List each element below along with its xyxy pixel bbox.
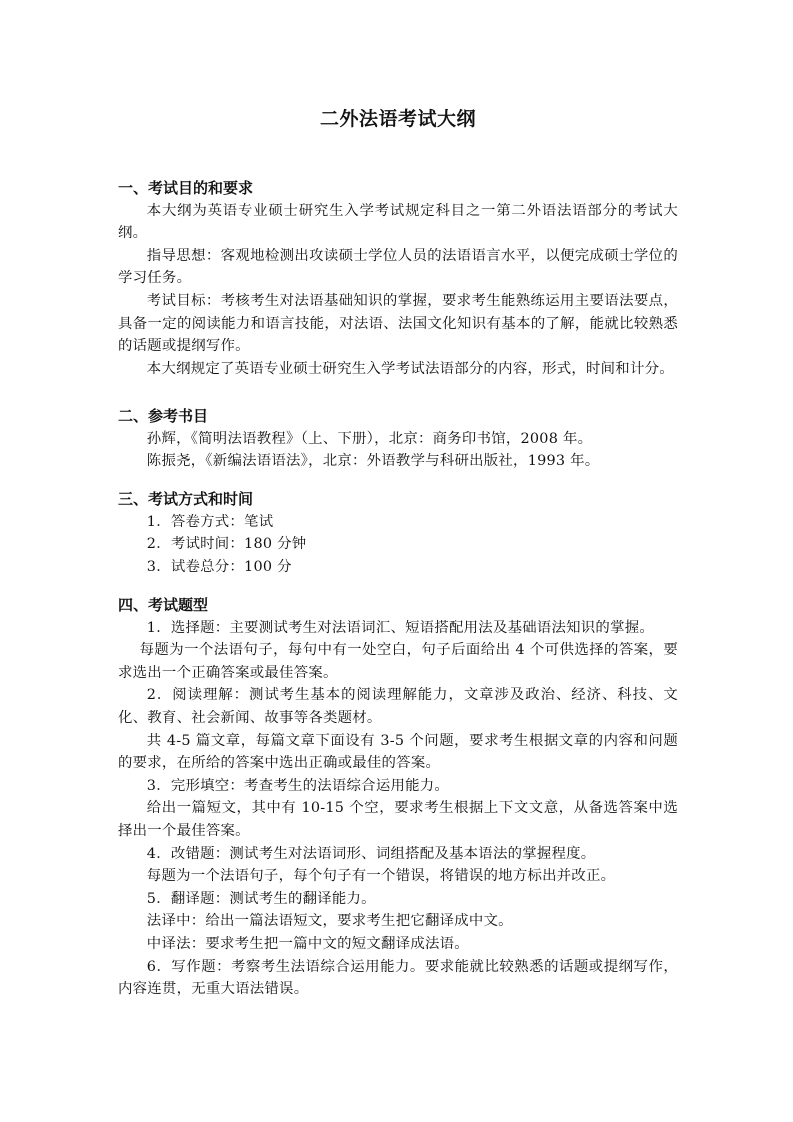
paragraph: 1．选择题：主要测试考生对法语词汇、短语搭配用法及基础语法知识的掌握。 [146,619,654,636]
section-reference-books [118,405,678,473]
section-question-types [118,594,678,1001]
paragraph: 中译法：要求考生把一篇中文的短文翻译成法语。 [146,935,469,952]
paragraph: 2．阅读理解：测试考生基本的阅读理解能力，文章涉及政治、经济、科技、文化、教育、社会新闻、故事等各类题材。 [118,687,678,726]
reference-item: 孙辉，《简明法语教程》（上、下册），北京：商务印书馆，2008 年。 [146,430,593,447]
paragraph: 本大纲规定了英语专业硕士研究生入学考试法语部分的内容，形式，时间和计分。 [146,360,674,377]
section-exam-format [118,488,678,578]
paragraph: 共 4-5 篇文章，每篇文章下面设有 3-5 个问题，要求考生根据文章的内容和问题的要求，在所给的答案中选出正确或最佳的答案。 [118,732,678,772]
section-heading: 一、考试目的和要求 [118,179,254,197]
section-heading: 三、考试方式和时间 [118,490,254,508]
paragraph: 法译中：给出一篇法语短文，要求考生把它翻译成中文。 [146,913,513,930]
paragraph: 4．改错题：测试考生对法语词形、词组搭配及基本语法的掌握程度。 [146,845,596,862]
paragraph: 给出一篇短文，其中有 10-15 个空，要求考生根据上下文文意，从备选答案中选择出一个最佳答案。 [118,800,678,839]
section-exam-purpose [118,177,678,380]
paragraph: 6．写作题：考察考生法语综合运用能力。要求能就比较熟悉的话题或提纲写作，内容连贯，无重大语法错误。 [118,958,678,998]
paragraph: 每题为一个法语句子，每个句子有一个错误，将错误的地方标出并改正。 [146,868,616,885]
paragraph: 5．翻译题：测试考生的翻译能力。 [146,890,376,907]
document-title: 二外法语考试大纲 [319,108,476,130]
section-heading: 四、考试题型 [118,596,209,614]
reference-item: 陈振尧，《新编法语语法》，北京：外语教学与科研出版社，1993 年。 [146,453,600,470]
format-item: 3．试卷总分：100 分 [146,558,292,575]
paragraph: 3．完形填空：考查考生的法语综合运用能力。 [146,777,450,794]
format-item: 2．考试时间：180 分钟 [146,536,307,553]
paragraph: 本大纲为英语专业硕士研究生入学考试规定科目之一第二外语法语部分的考试大纲。 [118,202,678,242]
format-item: 1．答卷方式：笔试 [146,513,274,530]
paragraph: 考试目标：考核考生对法语基础知识的掌握，要求考生能熟练运用主要语法要点，具备一定的阅读能力和语言技能，对法语、法国文化知识有基本的了解，能就比较熟悉的话题或提纲写作。 [118,292,678,355]
paragraph: 每题为一个法语句子，每句中有一处空白，句子后面给出 4 个可供选择的答案，要求选出一个正确答案或最佳答案。 [118,642,678,681]
section-heading: 二、参考书目 [118,407,209,425]
paragraph: 指导思想：客观地检测出攻读硕士学位人员的法语语言水平，以便完成硕士学位的学习任务。 [118,247,678,287]
